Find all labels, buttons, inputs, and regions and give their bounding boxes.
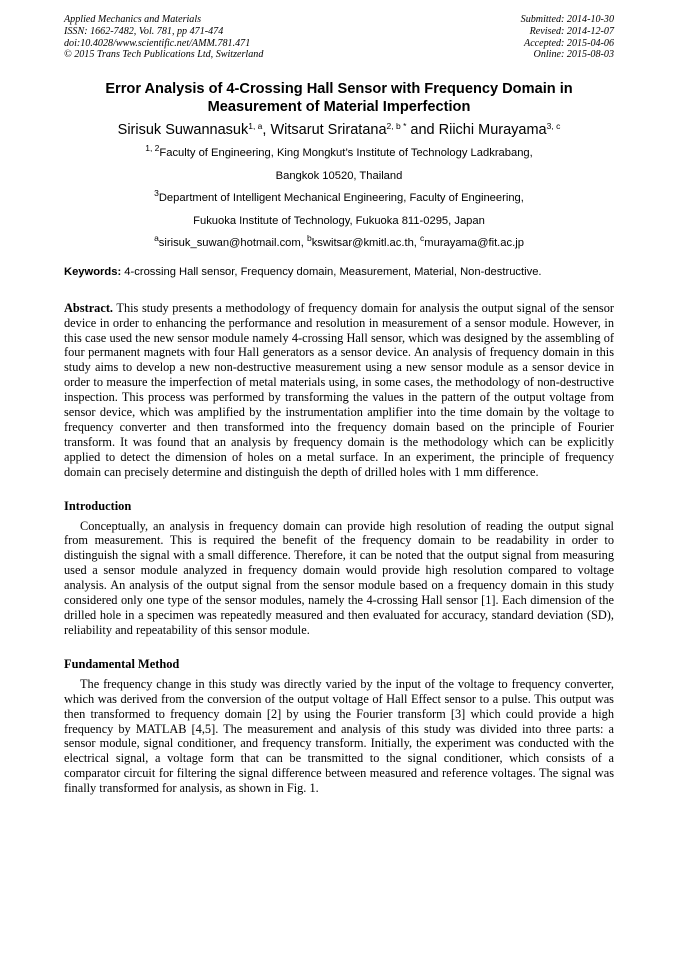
affiliation-1-line-2: Bangkok 10520, Thailand <box>275 169 403 182</box>
author-1-name: Sirisuk Suwannasuk <box>117 122 249 139</box>
keywords-label: Keywords: <box>64 265 122 278</box>
author-2-sup: 2, b * <box>386 121 407 132</box>
journal-doi: doi:10.4028/www.scientific.net/AMM.781.471 <box>64 37 251 49</box>
affiliation-2-line-1 <box>64 187 614 210</box>
email-a-sup: a <box>154 233 159 244</box>
author-separator-and: and <box>406 122 439 139</box>
email-c: murayama@fit.ac.jp <box>424 237 524 250</box>
date-revised: Revised: 2014-12-07 <box>529 25 614 37</box>
fundamental-method-paragraph: The frequency change in this study was directly varied by the input of the voltage to frequency converter, which was derived from the conversion of the output voltage of Hall Effect sensor to a pulse. This output was then transformed to frequency domain [2] by using the Fourier transform [3] which could provide a high frequency by MATLAB [4,5]. The measurement and analysis of this study was divided into three parts: a sensor module, signal conditioner, and frequency transform. Initially, the experiment was conducted with the electrical signal, a voltage form that can be transmitted to the signal conditioner, which consists of a comparator circuit for filtering the signal difference between measured and reference voltages. The signal was finally transformed for analysis, as shown in Fig. 1. <box>64 676 614 796</box>
author-separator: , <box>262 122 271 139</box>
introduction-heading: Introduction <box>64 498 132 513</box>
title-line-1: Error Analysis of 4-Crossing Hall Sensor with Frequency Domain in <box>105 81 573 98</box>
author-3-sup: 3, c <box>546 121 561 132</box>
paper-title <box>64 80 614 116</box>
affiliation-1-sup: 1, 2 <box>145 143 160 154</box>
affiliations <box>64 142 614 255</box>
abstract-section <box>64 301 614 480</box>
abstract-label: Abstract. <box>64 300 114 315</box>
email-c-sup: c <box>420 233 425 244</box>
paper-page <box>64 14 614 796</box>
affiliation-2-line-2: Fukuoka Institute of Technology, Fukuoka 811-0295, Japan <box>193 214 485 227</box>
email-b: kswitsar@kmitl.ac.th, <box>311 237 421 250</box>
date-submitted: Submitted: 2014-10-30 <box>520 14 614 25</box>
affiliation-1-line-1 <box>64 142 614 165</box>
keywords-text: 4-crossing Hall sensor, Frequency domain, Measurement, Material, Non-destructive. <box>121 265 542 278</box>
affiliation-2-text: Department of Intelligent Mechanical Engineering, Faculty of Engineering, <box>158 192 524 205</box>
journal-copyright: © 2015 Trans Tech Publications Ltd, Switzerland <box>64 49 264 61</box>
keywords <box>64 265 614 279</box>
author-3-name: Riichi Murayama <box>438 122 547 139</box>
abstract-text: This study presents a methodology of frequency domain for analysis the output signal of the sensor device in order to enhancing the performance and resolution in measurement of a sensor module. However, in this case used the new sensor module namely 4-crossing Hall sensor, which was designed by the assembling of four permanent magnets with four Hall generators as a sensor device. An analysis of frequency domain in this study aims to develop a new non-destructive measurement using a new sensor module as a sensor device in order to measure the imperfection of metal materials using, in some cases, the methodology of non-destructive inspection. This process was performed by transforming the values in the pattern of the output voltage from sensor device, which was amplified by the instrumentation amplifier into the time domain by the voltage to frequency converter and then transformed into the frequency domain based on the principle of Fourier transform. It was found that an analysis by frequency domain is the methodology which can be explicitly applied to detect the dimension of holes on a metal surface. In an experiment, the principle of frequency domain can precisely determine and distinguish the depth of drilled holes with 1 mm difference. <box>64 300 614 479</box>
affiliation-1-text: Faculty of Engineering, King Mongkut’s Institute of Technology Ladkrabang, <box>159 147 533 160</box>
author-list <box>64 121 614 140</box>
journal-info <box>64 14 263 61</box>
abstract-paragraph <box>64 301 614 480</box>
journal-issn: ISSN: 1662-7482, Vol. 781, pp 471-474 <box>64 25 224 37</box>
author-emails <box>64 232 614 255</box>
date-accepted: Accepted: 2015-04-06 <box>524 37 614 49</box>
author-1-sup: 1, a <box>248 121 263 132</box>
email-b-sup: b <box>306 233 312 244</box>
author-2-name: Witsarut Sriratana <box>270 122 387 139</box>
submission-dates <box>521 14 614 61</box>
fundamental-method-heading: Fundamental Method <box>64 656 180 671</box>
title-line-2: Measurement of Material Imperfection <box>207 99 471 116</box>
journal-name: Applied Mechanics and Materials <box>64 14 202 25</box>
date-online: Online: 2015-08-03 <box>533 49 614 61</box>
affiliation-2-sup: 3 <box>154 188 159 199</box>
email-a: sirisuk_suwan@hotmail.com, <box>158 237 307 250</box>
journal-header <box>64 14 614 61</box>
introduction-paragraph: Conceptually, an analysis in frequency domain can provide high resolution of reading the output signal from measurement. This is required the benefit of the frequency domain to be readability in order to distinguish the signal with a small difference. Therefore, it can be noted that the output signal from measuring used a sensor module analyzed in frequency domain would provide high resolution compared to voltage analysis. An analysis of the output signal from the sensor module based on a frequency domain in this study considered only one type of the sensor modules, namely the 4-crossing Hall sensor [1]. Each dimension of the drilled hole in a specimen was repeatedly measured and then evaluated for accuracy, standard deviation (SD), reliability and repeatability of this sensor module. <box>64 518 614 637</box>
